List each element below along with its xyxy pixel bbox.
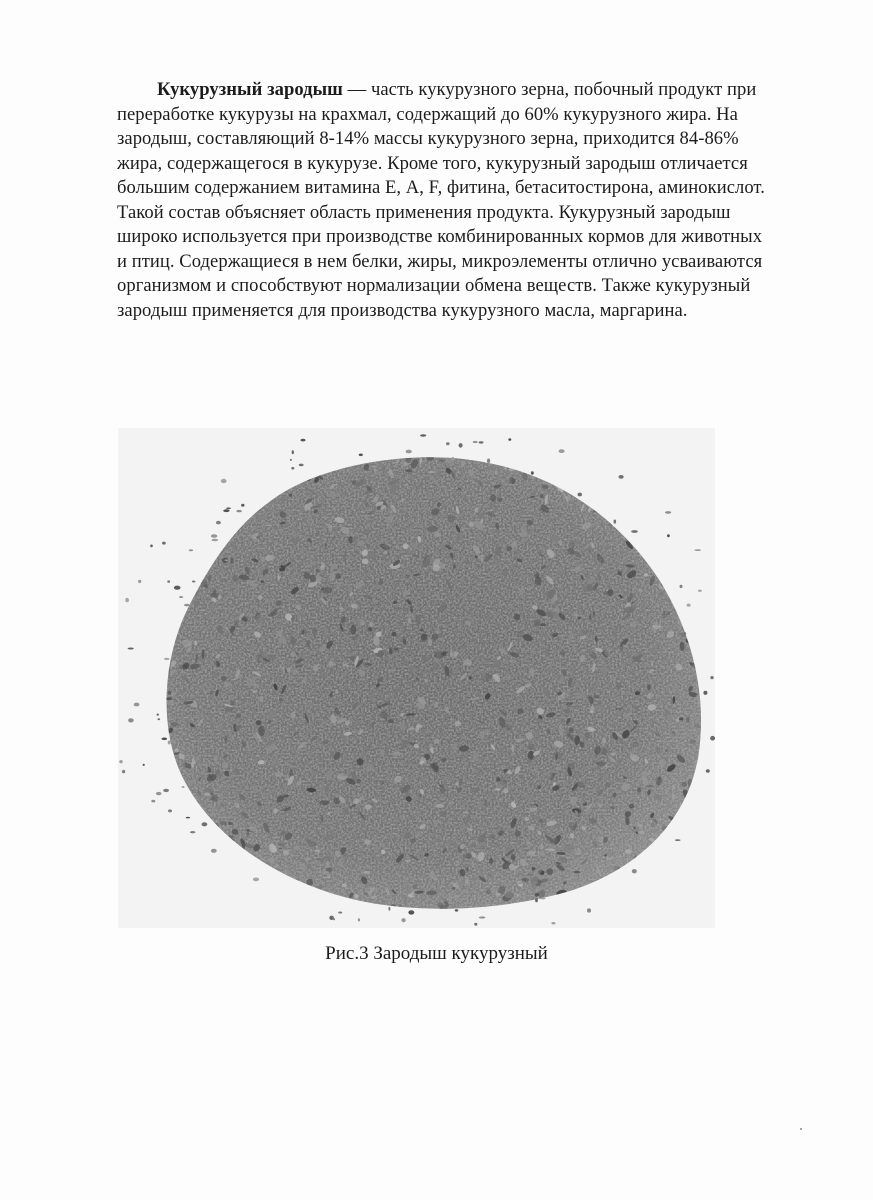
scattered-flake	[675, 839, 681, 841]
scattered-flake	[559, 449, 565, 453]
scattered-flake	[405, 469, 412, 472]
scattered-flake	[532, 867, 536, 871]
germ-flake	[405, 860, 411, 863]
scattered-flake	[406, 450, 412, 454]
scattered-flake	[125, 598, 129, 602]
scan-speck	[800, 1128, 802, 1130]
scattered-flake	[633, 829, 637, 832]
scattered-flake	[226, 507, 231, 509]
scattered-flake	[329, 916, 334, 920]
scattered-flake	[618, 855, 622, 857]
scattered-flake	[359, 454, 363, 457]
scattered-flake	[494, 470, 497, 474]
scattered-flake	[487, 459, 490, 464]
scattered-flake	[134, 703, 140, 707]
scattered-flake	[451, 457, 454, 461]
scattered-flake	[190, 831, 195, 833]
scattered-flake	[128, 718, 134, 722]
scattered-flake	[551, 922, 555, 924]
scattered-flake	[563, 881, 567, 884]
scattered-flake	[530, 496, 535, 498]
germ-flake	[530, 668, 535, 676]
scattered-flake	[168, 809, 172, 812]
scattered-flake	[446, 442, 450, 445]
scattered-flake	[578, 493, 582, 497]
scattered-flake	[220, 821, 225, 825]
scattered-flake	[619, 475, 624, 479]
scattered-flake	[358, 918, 360, 921]
scattered-flake	[211, 534, 217, 538]
scattered-flake	[216, 521, 221, 525]
scattered-flake	[211, 849, 217, 853]
scattered-flake	[535, 898, 538, 902]
scattered-flake	[265, 525, 272, 527]
scattered-flake	[179, 596, 183, 598]
scattered-flake	[279, 497, 285, 501]
scattered-flake	[290, 459, 292, 461]
germ-flake	[563, 669, 567, 676]
scattered-flake	[531, 471, 534, 474]
scattered-flake	[679, 718, 683, 721]
figure-caption: Рис.3 Зародыш кукурузный	[325, 943, 548, 964]
scattered-flake	[639, 831, 645, 834]
scattered-flake	[706, 769, 710, 773]
scattered-flake	[192, 581, 195, 583]
scattered-flake	[186, 817, 190, 819]
scattered-flake	[122, 770, 125, 773]
scattered-flake	[651, 823, 654, 827]
scattered-flake	[542, 485, 549, 489]
scattered-flake	[473, 441, 478, 443]
scattered-flake	[451, 887, 455, 890]
scattered-flake	[527, 874, 533, 876]
scattered-flake	[601, 852, 606, 855]
germ-flake	[538, 851, 544, 855]
scattered-flake	[163, 789, 169, 792]
germ-flake	[303, 677, 307, 683]
scattered-flake	[119, 760, 122, 763]
scattered-flake	[156, 792, 162, 795]
scattered-flake	[128, 648, 134, 650]
scattered-flake	[689, 740, 696, 744]
scattered-flake	[167, 580, 170, 582]
germ-flake	[194, 641, 197, 646]
scattered-flake	[479, 916, 486, 918]
scattered-flake	[162, 542, 166, 545]
scattered-flake	[182, 786, 185, 788]
scattered-flake	[631, 530, 638, 533]
scattered-flake	[157, 714, 159, 716]
scattered-flake	[323, 871, 330, 873]
scattered-flake	[495, 893, 501, 896]
scattered-flake	[508, 438, 511, 441]
scattered-flake	[665, 511, 671, 514]
scattered-flake	[300, 859, 306, 863]
germ-flake	[373, 844, 379, 852]
scattered-flake	[138, 580, 141, 583]
scattered-flake	[540, 494, 544, 498]
scattered-flake	[158, 718, 161, 720]
scattered-flake	[388, 907, 390, 911]
scattered-flake	[518, 882, 523, 884]
scattered-flake	[223, 509, 229, 512]
scattered-flake	[317, 885, 323, 888]
scattered-flake	[151, 800, 155, 803]
scattered-flake	[229, 818, 233, 821]
scattered-flake	[338, 912, 342, 914]
scattered-flake	[143, 764, 145, 766]
scattered-flake	[597, 858, 604, 860]
scattered-flake	[710, 736, 715, 741]
scattered-flake	[166, 697, 172, 700]
germ-flake	[550, 839, 558, 844]
scattered-flake	[236, 510, 241, 512]
scattered-flake	[279, 848, 282, 850]
scattered-flake	[459, 443, 463, 448]
corn-germ-photo	[118, 428, 715, 928]
scattered-flake	[364, 893, 369, 895]
scattered-flake	[301, 439, 306, 442]
body-paragraph	[117, 78, 772, 323]
scattered-flake	[479, 441, 484, 443]
scattered-flake	[620, 551, 624, 553]
scattered-flake	[694, 549, 701, 551]
scattered-flake	[167, 702, 174, 704]
scattered-flake	[292, 450, 294, 454]
scattered-flake	[625, 849, 632, 853]
germ-flake	[556, 571, 562, 576]
scattered-flake	[710, 676, 713, 679]
germ-flake	[475, 507, 479, 512]
scattered-flake	[168, 741, 171, 745]
paragraph-text: — часть кукурузного зерна, побочный продукт при переработке кукурузы на крахмал, содержащий до 60% кукурузного жира. На зародыш, составляющий 8-14% массы кукурузного зерна, приходится 84-86% жира, содержащегося в кукурузе. Кроме того, кукурузный зародыш отличается большим содержанием витамина Е, А, F, фитина, бетаситостирона, аминокислот. Такой состав объясняет область применения продукта. Кукурузный зародыш широко используется при производстве комбинированных кормов для животных и птиц. Содержащиеся в нем белки, жиры, микроэлементы отлично усваиваются организмом и способствуют нормализации обмена веществ. Также кукурузный зародыш применяется для производства кукурузного масла, маргарина.	[117, 79, 765, 321]
scattered-flake	[189, 549, 193, 551]
term-bold: Кукурузный зародыш	[157, 79, 343, 100]
scattered-flake	[170, 740, 177, 743]
scattered-flake	[683, 632, 686, 635]
scattered-flake	[202, 822, 208, 826]
scattered-flake	[439, 460, 446, 462]
scattered-flake	[221, 479, 227, 483]
scattered-flake	[401, 918, 405, 922]
scattered-flake	[184, 604, 190, 607]
scattered-flake	[539, 898, 545, 900]
scattered-flake	[225, 559, 229, 561]
scattered-flake	[253, 878, 259, 882]
scattered-flake	[574, 871, 581, 874]
scattered-flake	[342, 884, 347, 888]
photo-canvas	[118, 428, 715, 928]
scattered-flake	[680, 585, 683, 588]
scattered-flake	[420, 434, 426, 437]
scattered-flake	[204, 793, 210, 796]
germ-flake	[363, 871, 370, 874]
germ-flake	[495, 788, 501, 791]
scattered-flake	[299, 464, 304, 467]
scattered-flake	[164, 658, 169, 660]
scattered-flake	[687, 604, 691, 607]
scattered-flake	[429, 471, 434, 474]
scattered-flake	[291, 467, 294, 470]
scattered-flake	[647, 785, 654, 787]
scattered-flake	[632, 869, 637, 873]
scattered-flake	[211, 539, 218, 542]
scattered-flake	[150, 545, 153, 548]
scattered-flake	[698, 590, 702, 592]
scattered-flake	[614, 520, 617, 524]
scattered-flake	[532, 881, 537, 884]
scattered-flake	[162, 738, 168, 741]
scattered-flake	[703, 691, 707, 695]
scattered-flake	[369, 478, 375, 480]
scattered-flake	[667, 534, 670, 537]
scattered-flake	[174, 586, 181, 590]
scattered-flake	[637, 824, 642, 827]
scattered-flake	[474, 923, 477, 926]
scattered-flake	[517, 894, 520, 897]
scattered-flake	[454, 895, 459, 899]
scattered-flake	[220, 803, 224, 806]
scattered-flake	[308, 865, 311, 869]
scattered-flake	[587, 908, 591, 912]
scattered-flake	[408, 910, 414, 914]
scattered-flake	[241, 504, 244, 507]
scattered-flake	[455, 909, 459, 911]
